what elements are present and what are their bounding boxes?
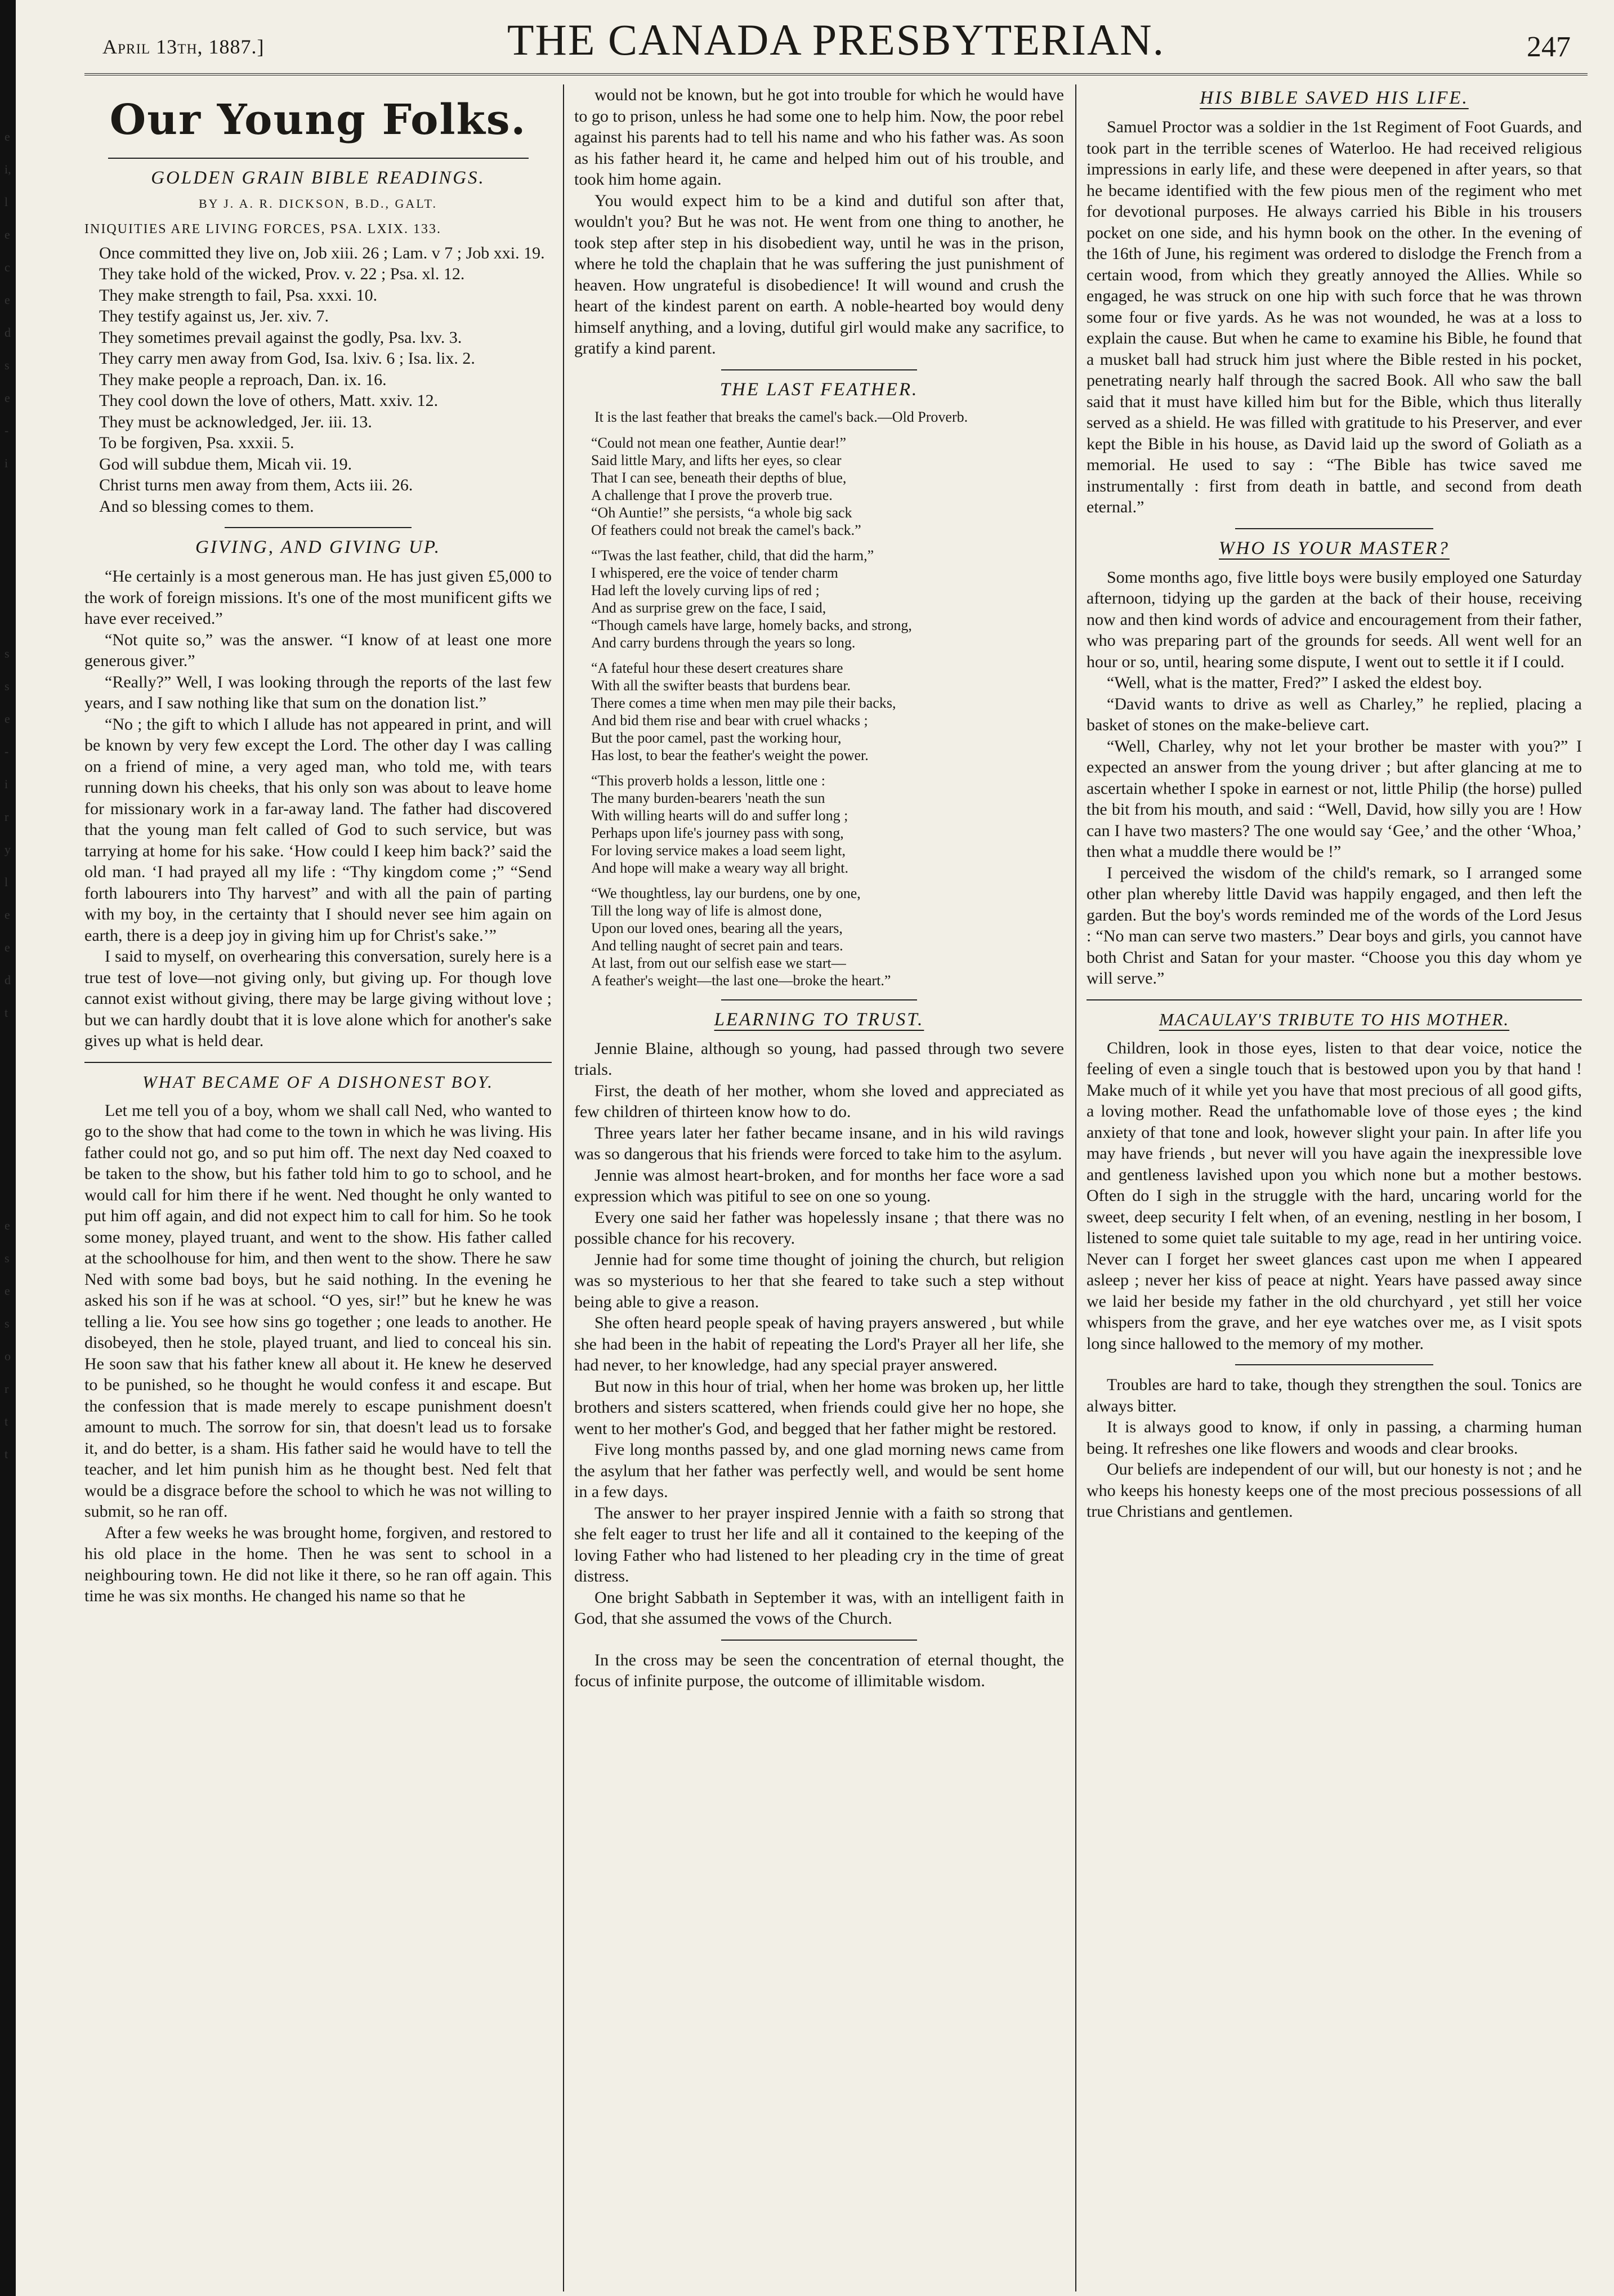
article-body-macaulay <box>1087 1038 1582 1355</box>
margin-fragment: i <box>5 456 8 470</box>
readings-heading: INIQUITIES ARE LIVING FORCES, PSA. LXIX. 133. <box>84 222 441 236</box>
paragraph: “David wants to drive as well as Charley,” he replied, placing a basket of stones on the make-believe cart. <box>1087 694 1582 734</box>
reading-item: Once committed they live on, Job xiii. 26 ; Lam. v 7 ; Job xxi. 19. <box>99 243 545 262</box>
poem-stanza <box>591 434 1064 539</box>
poem-line: “Could not mean one feather, Auntie dear!” <box>591 434 847 451</box>
margin-fragment: e <box>5 712 10 726</box>
paragraph: I perceived the wisdom of the child's remark, so I arranged some other plan whereby little David was happily engaged, and then left the garden. But the boy's words reminded me of the words of the Lord Jesus : “No man can serve two masters.” Dear boys and girls, you cannot have both Christ and Satan for your master. “Choose you this day whom ye will serve.” <box>1087 863 1582 988</box>
paragraph: But now in this hour of trial, when her home was broken up, her little brothers and sisters scattered, when friends could give her no hope, she went to her mother's God, and begged that her father might be restored. <box>574 1377 1064 1438</box>
margin-fragment: - <box>5 744 9 758</box>
poem-line: I whispered, ere the voice of tender charm <box>591 564 838 581</box>
margin-fragment: r <box>5 810 9 824</box>
reading-item: They cool down the love of others, Matt. xxiv. 12. <box>99 391 439 410</box>
poem-line: “'Twas the last feather, child, that did the harm,” <box>591 547 874 564</box>
divider <box>721 369 917 370</box>
margin-fragment: s <box>5 1251 10 1265</box>
poem-line: And bid them rise and bear with cruel whacks ; <box>591 712 868 729</box>
paragraph: Every one said her father was hopelessly insane ; that there was no possible chance for his recovery. <box>574 1208 1064 1248</box>
article-title-last-feather: THE LAST FEATHER. <box>719 379 919 400</box>
column-1 <box>84 84 552 2291</box>
paragraph: Jennie Blaine, although so young, had passed through two severe trials. <box>574 1039 1064 1079</box>
paragraph: “Well, what is the matter, Fred?” I asked the eldest boy. <box>1107 673 1482 692</box>
margin-fragment: e <box>5 391 10 405</box>
margin-fragment: o <box>5 1349 11 1363</box>
paragraph: I said to myself, on overhearing this conversation, surely here is a true test of love—not giving only, but giving up. For though love cannot exist without giving, there may be large giving without love ; but we can hardly doubt that it is love alone which for another's sake gives up what is held dear. <box>84 947 552 1050</box>
reading-item: And so blessing comes to them. <box>99 497 314 516</box>
page-header <box>84 6 1588 90</box>
paragraph: You would expect him to be a kind and dutiful son after that, wouldn't you? But he was not. He went from one thing to another, he took step after step in his disobedient way, until he was in the prison, where he told the chaplain that he was suffering the just punishment of heaven. How ungrateful is disobedience! It will wound and crush the heart of the kindest parent on earth. A noble-hearted boy would deny himself anything, and a loving, dutiful girl would make any sacrifice, to gratify a kind parent. <box>574 191 1064 358</box>
column-divider <box>1075 84 1076 2291</box>
short-note: It is always good to know, if only in passing, a charming human being. It refreshes one like flowers and woods and clear brooks. <box>1087 1418 1582 1458</box>
poem-line: And as surprise grew on the face, I said, <box>591 599 826 616</box>
paragraph: would not be known, but he got into trouble for which he would have to go to prison, unless he had some one to help him. Now, the poor rebel against his parents had to tell his name and who his father was. As soon as his father heard it, he came and helped him out of his trouble, and took him home again. <box>574 86 1064 189</box>
poem-line: For loving service makes a load seem light, <box>591 842 846 859</box>
margin-fragment: e <box>5 1284 10 1298</box>
margin-fragment: s <box>5 1316 10 1330</box>
divider <box>1087 999 1582 1000</box>
paragraph: Five long months passed by, and one glad morning news came from the asylum that her father was perfectly well, and would be sent home in a few days. <box>574 1440 1064 1501</box>
paragraph: Some months ago, five little boys were busily employed one Saturday afternoon, tidying up the garden at the back of their house, receiving now and then kind words of advice and encouragement from their father, who was preparing part of the grounds for seeds. All went well for an hour or so, until, hearing some dispute, I went out to settle it if I could. <box>1087 568 1582 671</box>
article-title-who-is-master: WHO IS YOUR MASTER? <box>1219 538 1450 559</box>
reading-item: They take hold of the wicked, Prov. v. 22 ; Psa. xl. 12. <box>99 265 465 283</box>
margin-fragment: i, <box>5 162 11 176</box>
poem-line: And telling naught of secret pain and tears. <box>591 937 843 954</box>
margin-fragment: s <box>5 646 10 660</box>
article-title-learning-to-trust: LEARNING TO TRUST. <box>714 1009 924 1030</box>
adjacent-page-margin <box>0 0 34 2296</box>
paragraph: “No ; the gift to which I allude has not appeared in print, and will be known by very few except the Lord. The other day I was calling on a friend of mine, a very aged man, who told me, with tears running down his cheeks, that his only son was about to leave home for missionary work in a far-away land. The father had discovered that the young man felt called of God to such service, but was tarrying at home for his sake. ‘How could I keep him back?’ said the old man. ‘I had prayed all my life : “Thy kingdom come ;” “Send forth labourers into Thy harvest” and with all the pain of parting with my boy, in the certainty that I should never see him again on earth, there is a deep joy in giving him up for Christ's sake.’” <box>84 714 552 945</box>
poem-line: A challenge that I prove the proverb true. <box>591 486 833 503</box>
reading-item: God will subdue them, Micah vii. 19. <box>99 454 352 474</box>
poem-epigraph: It is the last feather that breaks the camel's back.—Old Proverb. <box>594 408 968 425</box>
paragraph: Children, look in those eyes, listen to that dear voice, notice the feeling of even a single touch that is bestowed upon you by that hand ! Make much of it while yet you have that most precious of all good gifts, a loving mother. Read the unfathomable love of those eyes ; the kind anxiety of that tone and look, however slight your pain. In after life you may have friends , but never will you have again the inexpressible love and gentleness lavished upon you which none but a mother bestows. Often do I sigh in the struggle with the hard, uncaring world for the sweet, deep security I felt when, of an evening, nestling in her bosom, I listened to some quiet tale suitable to my age, read in her untiring voice. Never can I forget her sweet glances cast upon me when I appeared asleep ; never her kiss of peace at night. Years have passed away since we laid her beside my father in the old churchyard , yet still her voice whispers from the grave, and her eye watches over me, as I visit spots long since hallowed to the memory of my mother. <box>1087 1038 1582 1353</box>
paragraph: She often heard people speak of having prayers answered , but while she had been in the habit of repeating the Lord's Prayer all her life, she had never, to her knowledge, had any special prayer answered. <box>574 1314 1064 1374</box>
margin-fragment: - <box>5 423 9 437</box>
poem-line: There comes a time when men may pile their backs, <box>591 694 896 711</box>
margin-fragment: t <box>5 1447 8 1461</box>
margin-fragment: l <box>5 875 8 889</box>
page-number: 247 <box>1527 31 1571 63</box>
article-title-macaulay: MACAULAY'S TRIBUTE TO HIS MOTHER. <box>1159 1009 1510 1029</box>
paragraph: One bright Sabbath in September it was, with an intelligent faith in God, that she assumed the vows of the Church. <box>574 1588 1064 1628</box>
paragraph: First, the death of her mother, whom she loved and appreciated as few children of thirteen know how to do. <box>574 1081 1064 1121</box>
poem-line: “We thoughtless, lay our burdens, one by one, <box>591 885 861 901</box>
header-rule <box>84 73 1588 75</box>
poem-line: At last, from out our selfish ease we start— <box>591 954 846 971</box>
article-body-who-is-master <box>1087 567 1582 989</box>
article-title-bible-saved: HIS BIBLE SAVED HIS LIFE. <box>1200 88 1469 108</box>
poem-stanza <box>591 659 1064 764</box>
short-note: Troubles are hard to take, though they strengthen the soul. Tonics are always bitter. <box>1087 1375 1582 1415</box>
column-2 <box>574 84 1064 2291</box>
margin-fragment: d <box>5 325 11 340</box>
poem-line: Till the long way of life is almost done, <box>591 902 822 919</box>
divider <box>84 1062 552 1063</box>
margin-fragment: e <box>5 1218 10 1232</box>
poem-line: A feather's weight—the last one—broke the heart.” <box>591 972 891 989</box>
margin-fragment: e <box>5 908 10 922</box>
issue-date: April 13th, 1887.] <box>102 35 265 58</box>
paragraph: Samuel Proctor was a soldier in the 1st Regiment of Foot Guards, and took part in the terrible scenes of Waterloo. He had received religious impressions in early life, and these were deepened in after years, so that he became identified with the few pious men of the regiment who met for devotional purposes. He always carried his Bible in his trousers pocket on one side, and his hymn book on the other. In the evening of the 16th of June, his regiment was ordered to dislodge the French from a certain wood, from which they greatly annoyed the Allies. While so engaged, he was struck on one hip with such force that he was thrown some four or five yards. As he was not wounded, he was at a loss to explain the cause. But when he came to examine his Bible, he found that a musket ball had struck him just where the Bible rested in his pocket, penetrating nearly half through the sacred Book. All who saw the ball said that it must have killed him but for the Bible, which thus literally served as a shield. He was filled with gratitude to his Preserver, and ever kept the Bible in his house, as David laid up the sword of Goliath as a memorial. He used to say : “The Bible has twice saved me instrumentally : first from death in battle, and second from death eternal.” <box>1087 118 1582 516</box>
article-continuation <box>574 84 1064 359</box>
article-title-giving: GIVING, AND GIVING UP. <box>195 537 441 557</box>
margin-fragment: s <box>5 679 10 693</box>
margin-fragment: e <box>5 227 10 242</box>
margin-fragment: c <box>5 260 10 274</box>
margin-fragment: e <box>5 129 10 144</box>
article-body-bible-saved <box>1087 117 1582 518</box>
margin-fragment: y <box>5 842 11 856</box>
poem-line: “A fateful hour these desert creatures share <box>591 659 843 676</box>
poem-stanza <box>591 885 1064 989</box>
margin-fragment: e <box>5 940 10 954</box>
reading-item: They make people a reproach, Dan. ix. 16. <box>99 370 387 389</box>
poem-body <box>574 434 1064 989</box>
poem-line: With all the swifter beasts that burdens bear. <box>591 677 851 694</box>
readings-list <box>84 243 552 517</box>
poem-line: Perhaps upon life's journey pass with song, <box>591 824 844 841</box>
section-masthead: Our Young Folks. <box>109 96 527 144</box>
poem-line: Had left the lovely curving lips of red ; <box>591 582 820 598</box>
margin-fragment: d <box>5 973 11 987</box>
reading-item: They testify against us, Jer. xiv. 7. <box>99 307 329 325</box>
poem-stanza <box>591 772 1064 877</box>
reading-item: They make strength to fail, Psa. xxxi. 10. <box>99 285 378 305</box>
margin-fragment: t <box>5 1006 8 1020</box>
column-divider <box>563 84 564 2291</box>
margin-fragment: t <box>5 1414 8 1428</box>
paragraph: Let me tell you of a boy, whom we shall call Ned, who wanted to go to the show that had come to the town in which he was living. His father could not go, and so put him off. The next day Ned coaxed to be taken to the show, but his father told him to go to school, and he would call for him there if he went. Ned thought he only wanted to put him off again, and did not expect him to call for him. So he took some money, played truant, and went to the show. His father called at the schoolhouse for him, and then went to the show. There he saw Ned with some bad boys, but he said nothing. In the evening he asked his son if he was at school. “O yes, sir!” but he knew he was telling a lie. You see how sins go together ; one leads to another. He disobeyed, then he stole, played truant, and lied to conceal his sin. He soon saw that his father knew all about it. He knew he deserved to be punished, so he thought he would confess it and escape. But the confession that is made merely to escape punishment doesn't amount to much. The sorrow for sin, that doesn't lead us to forsake it, and do better, is a sham. His father said he would have to tell the teacher, and let him punish him as he thought best. Ned felt that would be a disgrace before the school to which he was not willing to submit, so he ran off. <box>84 1101 552 1521</box>
newspaper-title: THE CANADA PRESBYTERIAN. <box>507 15 1165 64</box>
cross-note: In the cross may be seen the concentration of eternal thought, the focus of infinite purpose, the outcome of illimitable wisdom. <box>574 1650 1064 1690</box>
paragraph: “Not quite so,” was the answer. “I know of at least one more generous giver.” <box>84 630 552 670</box>
reading-item: They sometimes prevail against the godly, Psa. lxv. 3. <box>99 328 462 347</box>
paragraph: “He certainly is a most generous man. He has just given £5,000 to the work of foreign missions. It's one of the most munificent gifts we have ever received.” <box>84 567 552 628</box>
divider <box>108 158 529 159</box>
margin-fragment: i <box>5 777 8 791</box>
margin-fragment: l <box>5 195 8 209</box>
margin-fragment: r <box>5 1382 9 1396</box>
poem-stanza <box>591 547 1064 651</box>
divider <box>225 527 412 528</box>
short-notes <box>1087 1374 1582 1522</box>
column-3 <box>1087 84 1582 2291</box>
divider <box>721 1640 917 1641</box>
poem-line: “This proverb holds a lesson, little one : <box>591 772 825 789</box>
article-title-golden-grain: GOLDEN GRAIN BIBLE READINGS. <box>151 168 485 188</box>
poem-line: “Oh Auntie!” she persists, “a whole big sack <box>591 504 852 521</box>
reading-item: Christ turns men away from them, Acts iii. 26. <box>99 476 413 494</box>
poem-line: But the poor camel, past the working hour, <box>591 729 842 746</box>
poem-line: That I can see, beneath their depths of blue, <box>591 469 847 486</box>
poem-line: “Though camels have large, homely backs, and strong, <box>591 617 912 633</box>
reading-item: They must be acknowledged, Jer. iii. 13. <box>99 412 372 431</box>
divider <box>1235 528 1433 529</box>
poem-line: And carry burdens through the years so long. <box>591 634 856 651</box>
paragraph: The answer to her prayer inspired Jennie with a faith so strong that she felt eager to trust her life and all it contained to the keeping of the loving Father who had listened to her pleading cry in the time of great distress. <box>574 1503 1064 1585</box>
reading-item: To be forgiven, Psa. xxxii. 5. <box>99 434 294 452</box>
paragraph: Jennie was almost heart-broken, and for months her face wore a sad expression which was pitiful to see on one so young. <box>574 1165 1064 1205</box>
article-body-learning-to-trust <box>574 1038 1064 1629</box>
article-title-dishonest-boy: WHAT BECAME OF A DISHONEST BOY. <box>142 1071 494 1092</box>
poem-line: And hope will make a weary way all bright. <box>591 859 849 876</box>
article-body-dishonest-boy <box>84 1100 552 1607</box>
margin-fragment: s <box>5 358 10 372</box>
poem-line: The many burden-bearers 'neath the sun <box>591 789 825 806</box>
poem-line: Said little Mary, and lifts her eyes, so clear <box>591 452 842 468</box>
margin-fragment: e <box>5 293 10 307</box>
article-body-giving <box>84 566 552 1052</box>
poem-line: With willing hearts will do and suffer long ; <box>591 807 848 824</box>
poem-line: Upon our loved ones, bearing all the years, <box>591 919 843 936</box>
divider <box>1235 1364 1433 1365</box>
paragraph: “Really?” Well, I was looking through the reports of the last few years, and I saw nothing like that sum on the donation list.” <box>84 672 552 712</box>
divider <box>721 999 917 1000</box>
poem-line: Has lost, to bear the feather's weight the power. <box>591 747 869 763</box>
paragraph: “Well, Charley, why not let your brother be master with you?” I expected an answer from the young driver ; but after glancing at me to ascertain whether I spoke in earnest or not, little Philip (the horse) pulled the bit from his mouth, and said : “Well, David, how silly you are ! How can I have two masters? The one would say ‘Gee,’ and the other ‘Whoa,’ then what a muddle there would be !” <box>1087 736 1582 861</box>
reading-item: They carry men away from God, Isa. lxiv. 6 ; Isa. lix. 2. <box>99 349 475 368</box>
short-note: Our beliefs are independent of our will, but our honesty is not ; and he who keeps his honesty keeps one of the most precious possessions of all true Christians and gentlemen. <box>1087 1460 1582 1521</box>
article-byline: BY J. A. R. DICKSON, B.D., GALT. <box>198 196 437 211</box>
paragraph: After a few weeks he was brought home, forgiven, and restored to his old place in the home. Then he was sent to school in a neighbouring town. He did not like it there, so he ran off again. This time he was six months. He changed his name so that he <box>84 1523 552 1605</box>
poem-line: Of feathers could not break the camel's back.” <box>591 521 861 538</box>
paragraph: Three years later her father became insane, and in his wild ravings was so dangerous that his friends were forced to take him to the asylum. <box>574 1123 1064 1163</box>
paragraph: Jennie had for some time thought of joining the church, but religion was so mysterious to her that she feared to take such a step without being able to give a reason. <box>574 1250 1064 1311</box>
